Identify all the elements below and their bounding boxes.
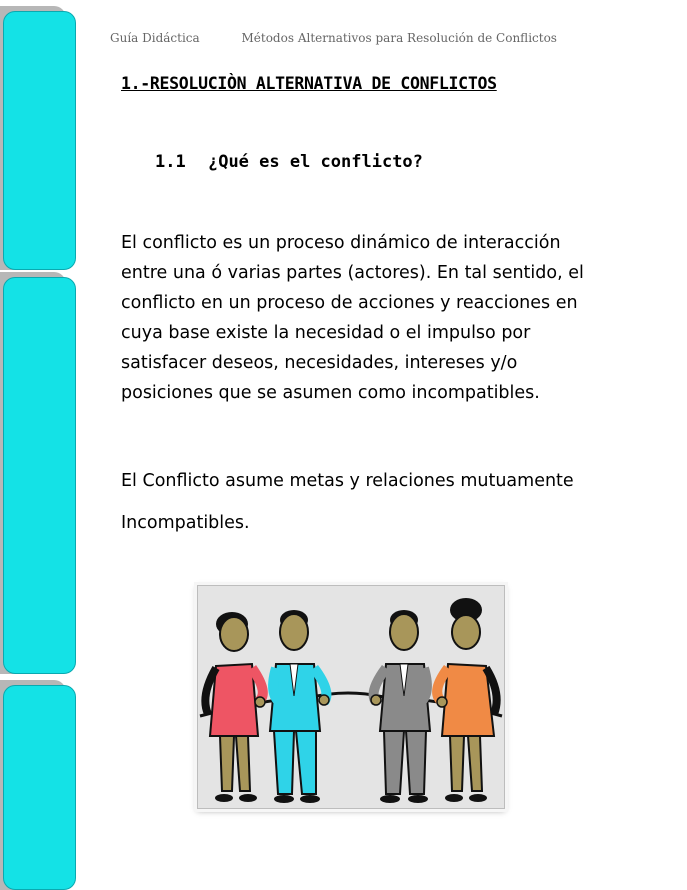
tug-of-war-clipart-icon — [198, 586, 504, 808]
paragraph-goals: El Conflicto asume metas y relaciones mutuamente Incompatibles. — [121, 471, 574, 533]
page-header — [110, 31, 557, 45]
side-tab-bottom — [0, 680, 76, 890]
section-heading — [155, 152, 423, 172]
tug-of-war-image — [197, 585, 505, 809]
side-tab-middle — [0, 272, 76, 674]
header-right: Métodos Alternativos para Resolución de Conflictos — [241, 31, 557, 45]
section-number: 1.1 — [155, 152, 186, 172]
header-left: Guía Didáctica — [110, 31, 200, 45]
section-title: ¿Qué es el conflicto? — [207, 152, 423, 172]
chapter-title: 1.-RESOLUCIÒN ALTERNATIVA DE CONFLICTOS — [121, 74, 497, 93]
side-tab-top — [0, 6, 76, 270]
paragraph-definition: El conflicto es un proceso dinámico de interacción entre una ó varias partes (actores). En tal sentido, el conflicto en un proceso de acciones y reacciones en cuya base existe la necesidad o el impulso por satisfacer deseos, necesidades, intereses y/o posiciones que se asumen como incompatibles. — [121, 233, 584, 403]
